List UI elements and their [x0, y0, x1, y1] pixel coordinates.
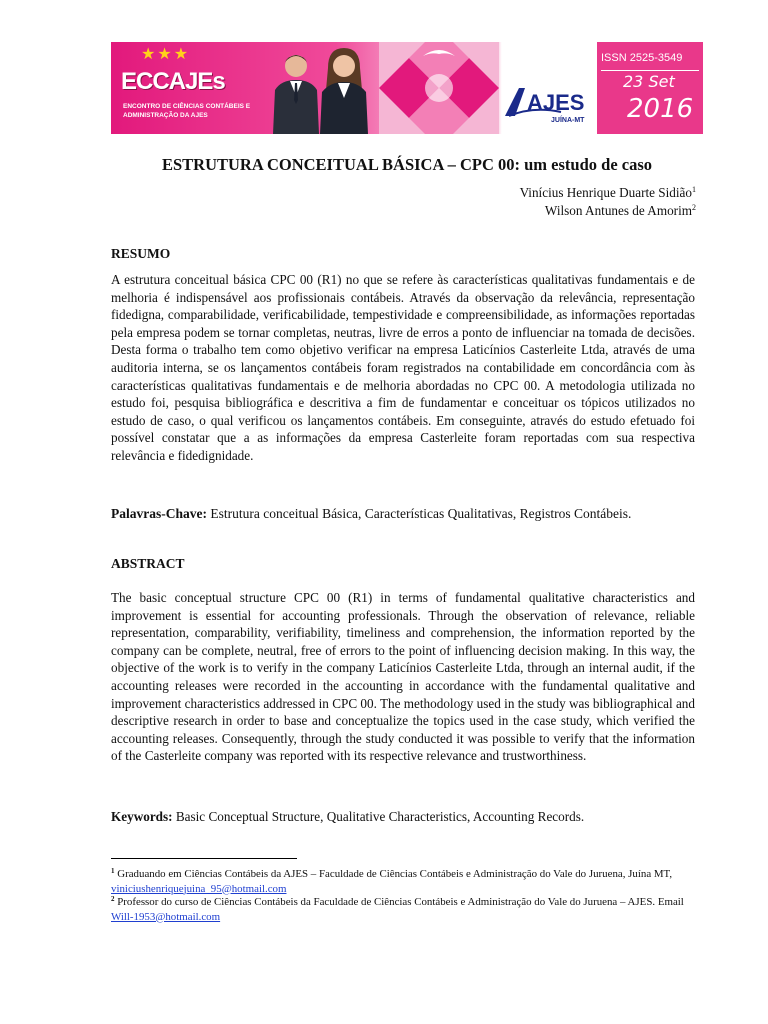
author-2: [545, 203, 696, 219]
ajes-logo-text: AJES: [527, 90, 585, 115]
author-name: Wilson Antunes de Amorim: [544, 203, 692, 218]
ajes-location: JUÍNA-MT: [551, 117, 585, 124]
footnote-email-link[interactable]: Will-1953@hotmail.com: [111, 910, 221, 923]
author-footnote-ref: 1: [692, 185, 696, 194]
abstract-heading: ABSTRACT: [111, 556, 185, 571]
palavras-chave-label: Palavras-Chave:: [111, 506, 207, 521]
palavras-chave: [111, 505, 695, 523]
businesswoman-illustration: [316, 46, 372, 134]
keywords-text: Basic Conceptual Structure, Qualitative Characteristics, Accounting Records.: [175, 809, 585, 824]
footnote-number: 1: [111, 867, 115, 875]
businessman-illustration: [271, 50, 321, 134]
author-name: Vinícius Henrique Duarte Sidião: [519, 185, 692, 200]
palavras-chave-text: Estrutura conceitual Básica, Características Qualitativas, Registros Contábeis.: [210, 506, 632, 521]
keywords: [111, 808, 695, 826]
keywords-label: Keywords:: [111, 809, 173, 824]
issn-label: ISSN 2525-3549: [601, 50, 701, 65]
footnote-text: Professor do curso de Ciências Contábeis da Faculdade de Ciências Contábeis e Administração do Vale do Juruena – AJES. Email: [117, 896, 684, 908]
event-year: 2016: [627, 94, 694, 124]
footnote-number: 2: [111, 895, 115, 903]
footnote-text: Graduando em Ciências Contábeis da AJES – Faculdade de Ciências Contábeis e Administração do Vale do Juruena, Juína MT,: [117, 868, 673, 880]
ajes-logo: [503, 82, 593, 126]
event-logo-subtitle: ENCONTRO DE CIÊNCIAS CONTÁBEIS E ADMINISTRAÇÃO DA AJES: [123, 103, 251, 119]
author-1: [520, 185, 696, 201]
author-footnote-ref: 2: [692, 203, 696, 212]
event-date: 23 Set: [623, 72, 675, 91]
event-logo: ECCAJEs: [121, 68, 225, 95]
footnote-divider: [111, 858, 297, 859]
footnote-2: [111, 892, 695, 924]
resumo-heading: RESUMO: [111, 246, 171, 261]
stars-icon: ★★★: [141, 46, 191, 63]
footnote-email-link[interactable]: viniciushenriquejuina_95@hotmail.com: [111, 882, 287, 895]
abstract-body: The basic conceptual structure CPC 00 (R1) in terms of fundamental qualitative characteristics and improvement is essential for accounting professionals. Through the observation of relevance, reliable representation, comparability, verifiability, timeliness and comprehension, the information reported by the company can be complete, neutral, free of errors to the point of influencing decision making. In this way, the objective of the work is to verify in the company Laticínios Casterleite Ltda, through an internal audit, if the accounting releases were recorded in the accounting in accordance with the fundamental qualitative and improvement characteristics addressed in CPC 00. The methodology used in the study was bibliographical and descriptive research in order to base and conceptualize the topics used in the case study, which verified the accounting releases. Consequently, through the study conducted it was possible to verify that the information of the Casterleite company was reported with its respective relevance and trustworthiness.: [111, 590, 695, 764]
decorative-pattern: [379, 42, 499, 134]
header-banner: [111, 42, 703, 134]
paper-title: ESTRUTURA CONCEITUAL BÁSICA – CPC 00: um estudo de caso: [161, 155, 653, 174]
resumo-body: A estrutura conceitual básica CPC 00 (R1) no que se refere às características qualitativas fundamentais e de melhoria é indispensável aos profissionais contábeis. Através da observação da relevância, representação fidedigna, comparabilidade, verificabilidade, tempestividade e compreensibilidade, as informações reportadas pela empresa podem se tornar completas, neutras, livre de erros a ponto de influenciar na tomada de decisões. Desta forma o trabalho tem como objetivo verificar na empresa Laticínios Casterleite Ltda, através de uma auditoria interna, se os lançamentos contábeis foram registrados na contabilidade em concordância com às características qualitativas fundamentais e de melhoria abordadas no CPC 00. A metodologia utilizada no estudo foi, pesquisa bibliográfica e descritiva a fim de fundamentar e conceituar os tópicos utilizados no estudo de caso, o qual verificou os lançamentos contábeis. Em conseguinte, através do estudo efetuado foi possível constatar que a as informações da empresa Casterleite foram reportadas com sua respectiva relevância e fidedignidade.: [111, 272, 695, 463]
